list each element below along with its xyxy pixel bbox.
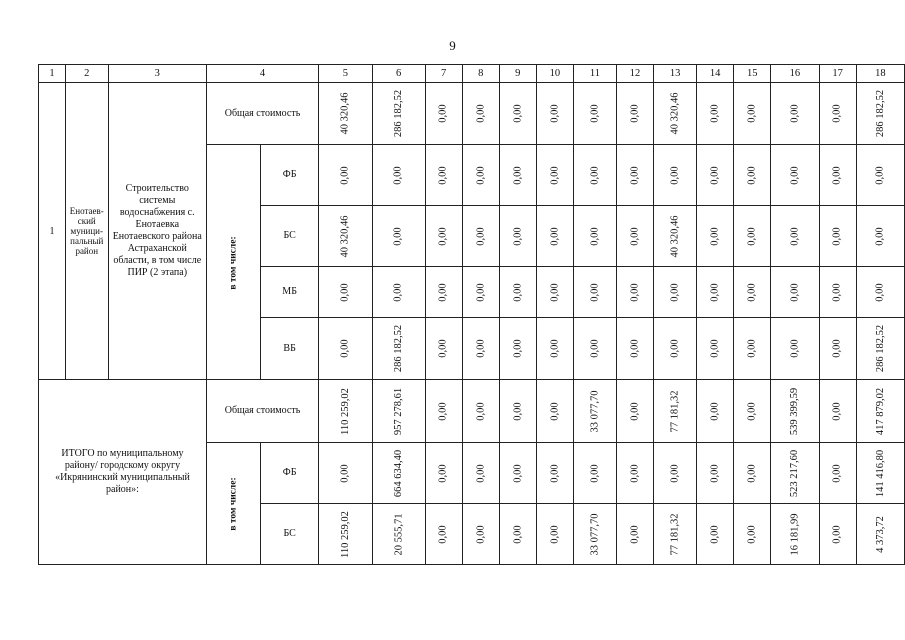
value-cell: [536, 443, 573, 504]
value-cell: [425, 267, 462, 318]
row-label: Общая стоимость: [206, 83, 318, 145]
row-label: ВБ: [261, 318, 319, 380]
row-label: МБ: [261, 267, 319, 318]
value-cell: [462, 145, 499, 206]
value-cell: [771, 83, 819, 145]
header-cell: 17: [819, 65, 856, 83]
value-cell: [319, 267, 373, 318]
value-cell: [771, 504, 819, 565]
value-text: 0,00: [709, 463, 721, 483]
value-text: 0,00: [789, 104, 801, 123]
value-text: 0,00: [475, 524, 487, 544]
value-cell: [819, 318, 856, 380]
total-label-text: ИТОГО по муниципальному району/ городскому округу «Икрянинский муниципальный район»:: [55, 448, 190, 495]
header-cell: 9: [499, 65, 536, 83]
header-cell: 6: [372, 65, 425, 83]
row-number: 1: [39, 83, 66, 380]
in-that-cell: [206, 145, 260, 380]
value-cell: [616, 380, 653, 443]
value-text: 0,00: [339, 165, 351, 185]
value-text: 40 320,46: [669, 92, 681, 135]
value-text: 16 181,99: [789, 513, 801, 555]
value-text: 0,00: [549, 104, 561, 123]
header-cell: 16: [771, 65, 819, 83]
value-text: 141 416,80: [874, 449, 886, 497]
value-text: 0,00: [438, 401, 450, 421]
value-cell: [499, 318, 536, 380]
value-cell: [819, 267, 856, 318]
value-text: 0,00: [629, 339, 641, 358]
header-cell: 1: [39, 65, 66, 83]
value-cell: [499, 504, 536, 565]
value-cell: [856, 83, 904, 145]
value-cell: [697, 318, 734, 380]
value-cell: [573, 318, 616, 380]
value-text: 0,00: [438, 104, 450, 123]
value-text: 0,00: [475, 104, 487, 123]
value-text: 0,00: [475, 401, 487, 421]
header-cell: 18: [856, 65, 904, 83]
value-cell: [573, 267, 616, 318]
header-cell: 15: [734, 65, 771, 83]
value-cell: [425, 206, 462, 267]
value-text: 0,00: [512, 401, 524, 421]
value-text: 0,00: [832, 401, 844, 421]
value-cell: [654, 504, 697, 565]
value-cell: [771, 443, 819, 504]
value-text: 0,00: [339, 339, 351, 358]
value-text: 0,00: [789, 165, 801, 185]
value-text: 0,00: [589, 104, 601, 123]
value-text: 0,00: [589, 339, 601, 358]
header-row: [39, 65, 905, 83]
value-cell: [372, 206, 425, 267]
value-text: 110 259,02: [339, 387, 351, 435]
value-cell: [462, 504, 499, 565]
value-cell: [462, 318, 499, 380]
value-cell: [734, 380, 771, 443]
value-text: 957 278,61: [393, 387, 405, 435]
value-cell: [536, 206, 573, 267]
header-cell: 7: [425, 65, 462, 83]
value-cell: [499, 145, 536, 206]
value-cell: [372, 318, 425, 380]
value-text: 0,00: [512, 282, 524, 302]
value-text: 0,00: [438, 463, 450, 483]
value-cell: [771, 318, 819, 380]
value-text: 0,00: [393, 282, 405, 302]
header-cell: 8: [462, 65, 499, 83]
value-text: 33 077,70: [589, 390, 601, 432]
value-cell: [372, 267, 425, 318]
value-text: 0,00: [475, 339, 487, 358]
value-text: 0,00: [709, 339, 721, 358]
value-text: 0,00: [832, 165, 844, 185]
value-cell: [425, 145, 462, 206]
value-text: 539 399,59: [789, 387, 801, 435]
value-text: 40 320,46: [339, 92, 351, 135]
value-text: 0,00: [746, 524, 758, 544]
municipality-cell: Енотаев-ский муници-пальный район: [65, 83, 108, 380]
value-cell: [319, 318, 373, 380]
value-cell: [654, 318, 697, 380]
value-text: 0,00: [789, 226, 801, 246]
header-cell: 12: [616, 65, 653, 83]
value-text: 664 634,40: [393, 449, 405, 497]
value-cell: [734, 145, 771, 206]
row-label: БС: [261, 206, 319, 267]
value-cell: [654, 380, 697, 443]
value-cell: [499, 83, 536, 145]
value-text: 0,00: [549, 165, 561, 185]
value-cell: [856, 206, 904, 267]
header-cell: 2: [65, 65, 108, 83]
value-text: 0,00: [746, 282, 758, 302]
row-label: ФБ: [261, 145, 319, 206]
value-cell: [697, 145, 734, 206]
value-cell: [819, 83, 856, 145]
value-cell: [372, 380, 425, 443]
value-cell: [573, 504, 616, 565]
value-cell: [734, 318, 771, 380]
value-text: 0,00: [709, 282, 721, 302]
value-text: 0,00: [549, 401, 561, 421]
value-text: 0,00: [549, 282, 561, 302]
value-cell: [734, 443, 771, 504]
value-cell: [425, 380, 462, 443]
value-cell: [573, 380, 616, 443]
value-text: 0,00: [589, 226, 601, 246]
value-text: 0,00: [438, 165, 450, 185]
value-text: 33 077,70: [589, 513, 601, 555]
header-cell: 11: [573, 65, 616, 83]
value-text: 0,00: [549, 463, 561, 483]
value-cell: [499, 267, 536, 318]
value-cell: [856, 145, 904, 206]
value-text: 0,00: [512, 463, 524, 483]
value-text: 0,00: [512, 524, 524, 544]
value-cell: [654, 145, 697, 206]
value-cell: [372, 145, 425, 206]
value-cell: [697, 380, 734, 443]
value-text: 0,00: [589, 282, 601, 302]
value-text: 0,00: [709, 165, 721, 185]
value-cell: [319, 504, 373, 565]
value-cell: [319, 145, 373, 206]
value-cell: [499, 206, 536, 267]
value-cell: [499, 443, 536, 504]
value-text: 0,00: [475, 463, 487, 483]
row-label: ФБ: [261, 443, 319, 504]
value-cell: [616, 83, 653, 145]
value-cell: [697, 83, 734, 145]
value-cell: [462, 206, 499, 267]
table-row: [39, 83, 905, 145]
value-text: 0,00: [438, 339, 450, 358]
in-that-label: в том числе:: [228, 477, 239, 531]
value-cell: [372, 504, 425, 565]
value-cell: [734, 267, 771, 318]
value-text: 77 181,32: [669, 390, 681, 432]
value-cell: [654, 267, 697, 318]
value-text: 0,00: [629, 524, 641, 544]
value-cell: [819, 145, 856, 206]
value-cell: [697, 267, 734, 318]
value-text: 417 879,02: [874, 387, 886, 435]
value-text: 40 320,46: [339, 215, 351, 257]
value-text: 0,00: [832, 524, 844, 544]
value-cell: [536, 83, 573, 145]
header-cell: 13: [654, 65, 697, 83]
value-text: 0,00: [789, 282, 801, 302]
value-text: 0,00: [874, 165, 886, 185]
value-text: 110 259,02: [339, 510, 351, 558]
value-text: 0,00: [438, 226, 450, 246]
value-text: 0,00: [475, 226, 487, 246]
value-cell: [771, 145, 819, 206]
value-text: 0,00: [549, 524, 561, 544]
value-text: 0,00: [339, 463, 351, 483]
header-cell: 3: [108, 65, 206, 83]
value-cell: [616, 206, 653, 267]
value-cell: [734, 83, 771, 145]
value-text: 0,00: [512, 104, 524, 123]
value-text: 0,00: [789, 339, 801, 358]
value-text: 0,00: [589, 165, 601, 185]
value-cell: [654, 83, 697, 145]
value-cell: [856, 380, 904, 443]
in-that-label: в том числе:: [228, 235, 239, 290]
value-text: 40 320,46: [669, 215, 681, 257]
value-text: 0,00: [512, 339, 524, 358]
value-cell: [319, 443, 373, 504]
value-cell: [654, 206, 697, 267]
value-text: 0,00: [709, 524, 721, 544]
value-text: 20 555,71: [393, 513, 405, 555]
value-cell: [697, 504, 734, 565]
header-cell: 4: [206, 65, 318, 83]
value-cell: [536, 318, 573, 380]
value-cell: [319, 380, 373, 443]
value-cell: [372, 83, 425, 145]
value-cell: [462, 83, 499, 145]
header-cell: 14: [697, 65, 734, 83]
header-cell: 5: [319, 65, 373, 83]
value-text: 0,00: [709, 226, 721, 246]
value-cell: [819, 443, 856, 504]
value-cell: [856, 267, 904, 318]
value-cell: [372, 443, 425, 504]
project-description: Строительство системы водоснабжения с. Енотаевка Енотаевского района Астраханской области, в том числе ПИР (2 этапа): [108, 83, 206, 380]
value-cell: [734, 504, 771, 565]
value-text: 0,00: [874, 226, 886, 246]
value-cell: [856, 318, 904, 380]
value-cell: [616, 318, 653, 380]
value-cell: [573, 83, 616, 145]
value-cell: [697, 443, 734, 504]
value-cell: [536, 504, 573, 565]
value-cell: [425, 443, 462, 504]
value-text: 523 217,60: [789, 449, 801, 497]
value-cell: [425, 83, 462, 145]
value-cell: [573, 145, 616, 206]
in-that-cell: [206, 443, 260, 565]
value-cell: [573, 443, 616, 504]
value-cell: [425, 318, 462, 380]
value-text: 0,00: [629, 401, 641, 421]
value-text: 286 182,52: [874, 89, 886, 138]
value-cell: [697, 206, 734, 267]
value-cell: [654, 443, 697, 504]
value-text: 0,00: [629, 165, 641, 185]
value-cell: [771, 380, 819, 443]
value-text: 0,00: [669, 282, 681, 302]
value-cell: [771, 206, 819, 267]
value-text: 286 182,52: [393, 324, 405, 373]
value-text: 0,00: [475, 282, 487, 302]
value-cell: [616, 443, 653, 504]
value-text: 4 373,72: [874, 515, 886, 553]
value-text: 0,00: [669, 339, 681, 358]
value-text: 286 182,52: [874, 324, 886, 373]
value-text: 77 181,32: [669, 513, 681, 555]
value-text: 0,00: [874, 282, 886, 302]
value-text: 0,00: [339, 282, 351, 302]
value-cell: [425, 504, 462, 565]
value-text: 0,00: [438, 524, 450, 544]
value-text: 0,00: [393, 165, 405, 185]
page-number: 9: [449, 38, 456, 53]
value-cell: [462, 267, 499, 318]
value-cell: [819, 380, 856, 443]
value-text: 0,00: [438, 282, 450, 302]
value-cell: [771, 267, 819, 318]
total-label: [39, 380, 207, 565]
value-text: 0,00: [832, 463, 844, 483]
value-text: 0,00: [549, 339, 561, 358]
row-label: БС: [261, 504, 319, 565]
value-text: 0,00: [746, 401, 758, 421]
value-text: 0,00: [746, 104, 758, 123]
value-text: 0,00: [629, 282, 641, 302]
value-text: 0,00: [746, 165, 758, 185]
value-text: 0,00: [512, 226, 524, 246]
value-text: 0,00: [393, 226, 405, 246]
value-text: 0,00: [709, 104, 721, 123]
value-text: 0,00: [629, 104, 641, 123]
value-text: 0,00: [629, 226, 641, 246]
value-text: 0,00: [832, 339, 844, 358]
value-cell: [616, 145, 653, 206]
value-cell: [319, 83, 373, 145]
value-cell: [819, 206, 856, 267]
value-text: 0,00: [746, 463, 758, 483]
table-row: [39, 380, 905, 443]
value-cell: [734, 206, 771, 267]
value-cell: [536, 145, 573, 206]
value-text: 0,00: [832, 104, 844, 123]
value-text: 0,00: [669, 463, 681, 483]
value-text: 0,00: [669, 165, 681, 185]
budget-table: [38, 64, 905, 565]
value-text: 0,00: [746, 339, 758, 358]
value-text: 0,00: [746, 226, 758, 246]
value-cell: [536, 380, 573, 443]
value-cell: [856, 504, 904, 565]
value-text: 0,00: [549, 226, 561, 246]
value-cell: [819, 504, 856, 565]
value-cell: [616, 504, 653, 565]
row-label: Общая стоимость: [206, 380, 318, 443]
header-cell: 10: [536, 65, 573, 83]
value-cell: [462, 380, 499, 443]
value-cell: [319, 206, 373, 267]
value-cell: [536, 267, 573, 318]
value-text: 0,00: [512, 165, 524, 185]
value-cell: [573, 206, 616, 267]
value-text: 0,00: [832, 282, 844, 302]
value-cell: [616, 267, 653, 318]
value-cell: [499, 380, 536, 443]
value-text: 0,00: [832, 226, 844, 246]
value-cell: [462, 443, 499, 504]
value-text: 0,00: [709, 401, 721, 421]
value-text: 0,00: [589, 463, 601, 483]
value-text: 0,00: [629, 463, 641, 483]
value-text: 286 182,52: [393, 89, 405, 138]
value-cell: [856, 443, 904, 504]
value-text: 0,00: [475, 165, 487, 185]
